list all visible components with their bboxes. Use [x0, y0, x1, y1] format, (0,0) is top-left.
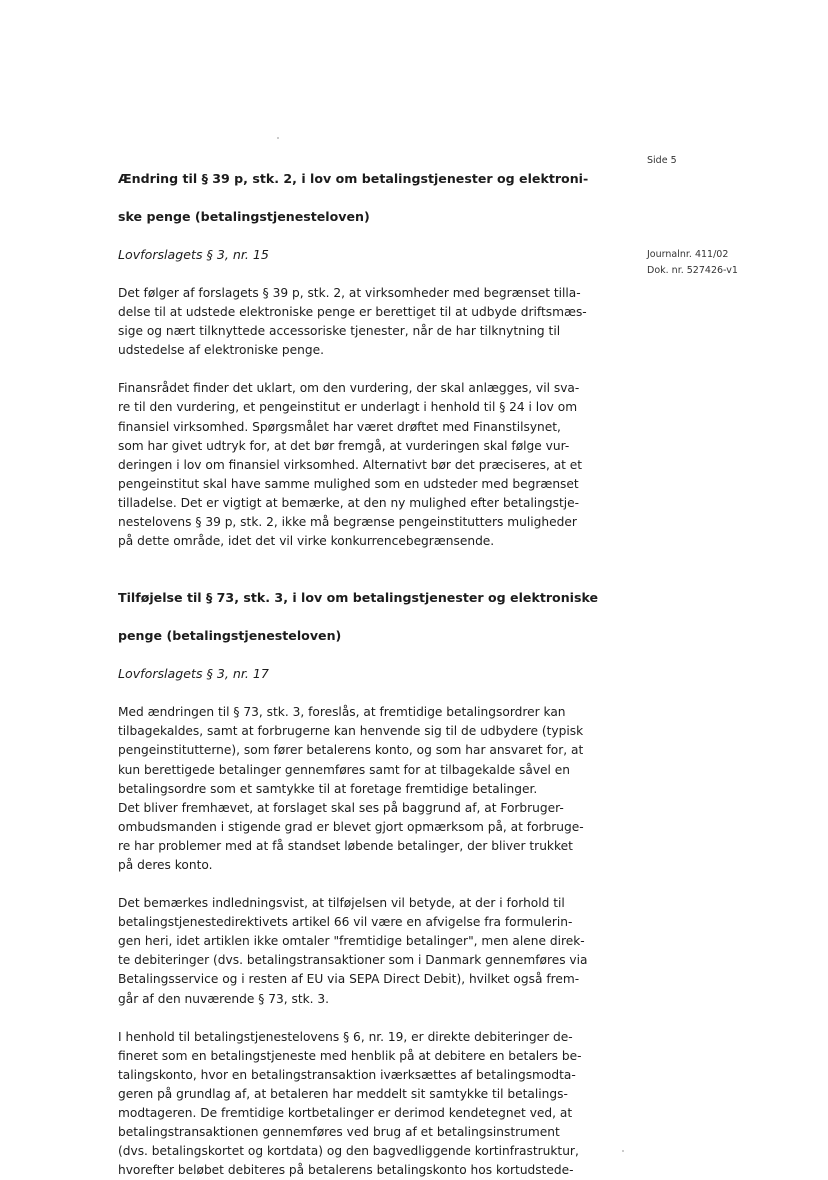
- text-line: fineret som en betalingstjeneste med henblik på at debitere en betalers be-: [118, 1048, 582, 1063]
- text-line: betalingstransaktionen gennemføres ved brug af et betalingsinstrument: [118, 1125, 560, 1140]
- page-number: Side 5: [647, 155, 677, 166]
- text-line: Det bemærkes indledningsvist, at tilføjelsen vil betyde, at der i forhold til: [118, 896, 565, 911]
- text-line: I henhold til betalingstjenestelovens § 6, nr. 19, er direkte debiteringer de-: [118, 1029, 573, 1044]
- text-line: tilladelse. Det er vigtigt at bemærke, at den ny mulighed efter betalingstje-: [118, 495, 580, 510]
- section-heading-line: Tilføjelse til § 73, stk. 3, i lov om betalingstjenester og elektroniske: [118, 590, 599, 606]
- text-line: Det følger af forslagets § 39 p, stk. 2, at virksomheder med begrænset tilla-: [118, 286, 581, 300]
- text-line: geren på grundlag af, at betaleren har meddelt sit samtykke til betalings-: [118, 1086, 568, 1101]
- text-line: finansiel virksomhed. Spørgsmålet har været drøftet med Finanstilsynet,: [118, 419, 561, 434]
- section-heading-line: ske penge (betalingstjenesteloven): [118, 209, 370, 224]
- text-line: Finansrådet finder det uklart, om den vurdering, der skal anlægges, vil sva-: [118, 381, 580, 396]
- document-meta: [647, 247, 767, 279]
- document-number: Dok. nr. 527426-v1: [647, 265, 738, 276]
- text-line: tilbagekaldes, samt at forbrugerne kan henvende sig til de udbydere (typisk: [118, 724, 584, 739]
- text-line: (dvs. betalingskortet og kortdata) og den bagvedliggende kortinfrastruktur,: [118, 1144, 579, 1159]
- scan-speck: [277, 137, 279, 139]
- text-line: sige og nært tilknyttede accessoriske tjenester, når de har tilknytning til: [118, 324, 561, 339]
- section-heading: [118, 569, 598, 664]
- text-line: talingskonto, hvor en betalingstransaktion iværksættes af betalingsmodta-: [118, 1067, 576, 1082]
- paragraph: [118, 894, 598, 1009]
- text-line: Det bliver fremhævet, at forslaget skal ses på baggrund af, at Forbruger-: [118, 800, 564, 815]
- text-line: gen heri, idet artiklen ikke omtaler "fremtidige betalinger", men alene direk-: [118, 934, 585, 949]
- section-reference: Lovforslagets § 3, nr. 17: [118, 666, 269, 682]
- section-heading-line: Ændring til § 39 p, stk. 2, i lov om betalingstjenester og elektroni-: [118, 171, 589, 186]
- section-heading: [118, 150, 598, 245]
- text-line: modtageren. De fremtidige kortbetalinger er derimod kendetegnet ved, at: [118, 1106, 573, 1120]
- text-line: te debiteringer (dvs. betalingstransaktioner som i Danmark gennemføres via: [118, 953, 588, 968]
- text-line: deringen i lov om finansiel virksomhed. Alternativt bør det præciseres, at et: [118, 457, 583, 472]
- section-amendment-39p: [118, 150, 598, 551]
- section-reference: Lovforslagets § 3, nr. 15: [118, 247, 269, 262]
- text-line: som har givet udtryk for, at det bør fremgå, at vurderingen skal følge vur-: [118, 438, 570, 453]
- main-content: [118, 150, 598, 1180]
- text-line: re har problemer med at få standset løbende betalinger, der bliver trukket: [118, 838, 573, 853]
- text-line: udstedelse af elektroniske penge.: [118, 343, 325, 358]
- journal-number: Journalnr. 411/02: [647, 249, 729, 260]
- scan-speck: [622, 1150, 624, 1152]
- text-line: på dette område, idet det vil virke konkurrencebegrænsende.: [118, 534, 495, 549]
- text-line: nestelovens § 39 p, stk. 2, ikke må begrænse pengeinstitutters muligheder: [118, 515, 577, 530]
- paragraph: [118, 284, 598, 360]
- paragraph: [118, 703, 598, 875]
- section-addition-73: [118, 569, 598, 1180]
- text-line: betalingsordre som et samtykke til at foretage fremtidige betalinger.: [118, 781, 538, 796]
- text-line: Betalingsservice og i resten af EU via SEPA Direct Debit), hvilket også frem-: [118, 972, 580, 987]
- text-line: Med ændringen til § 73, stk. 3, foreslås, at fremtidige betalingsordrer kan: [118, 705, 566, 720]
- text-line: ombudsmanden i stigende grad er blevet gjort opmærksom på, at forbruge-: [118, 819, 584, 834]
- text-line: pengeinstitutterne), som fører betalerens konto, og som har ansvaret for, at: [118, 743, 584, 758]
- text-line: delse til at udstede elektroniske penge er berettiget til at udbyde driftsmæs-: [118, 305, 587, 320]
- text-line: kun berettigede betalinger gennemføres samt for at tilbagekalde såvel en: [118, 762, 571, 777]
- section-heading-line: penge (betalingstjenesteloven): [118, 628, 342, 644]
- paragraph: [118, 379, 598, 551]
- text-line: på deres konto.: [118, 857, 213, 872]
- page-number-label: [647, 153, 767, 169]
- text-line: betalingstjenestedirektivets artikel 66 vil være en afvigelse fra formulerin-: [118, 915, 573, 930]
- text-line: går af den nuværende § 73, stk. 3.: [118, 991, 330, 1006]
- text-line: re til den vurdering, et pengeinstitut er underlagt i henhold til § 24 i lov om: [118, 400, 578, 415]
- paragraph: [118, 1028, 598, 1180]
- text-line: hvorefter beløbet debiteres på betalerens betalingskonto hos kortudstede-: [118, 1163, 574, 1178]
- text-line: pengeinstitut skal have samme mulighed som en udsteder med begrænset: [118, 476, 579, 491]
